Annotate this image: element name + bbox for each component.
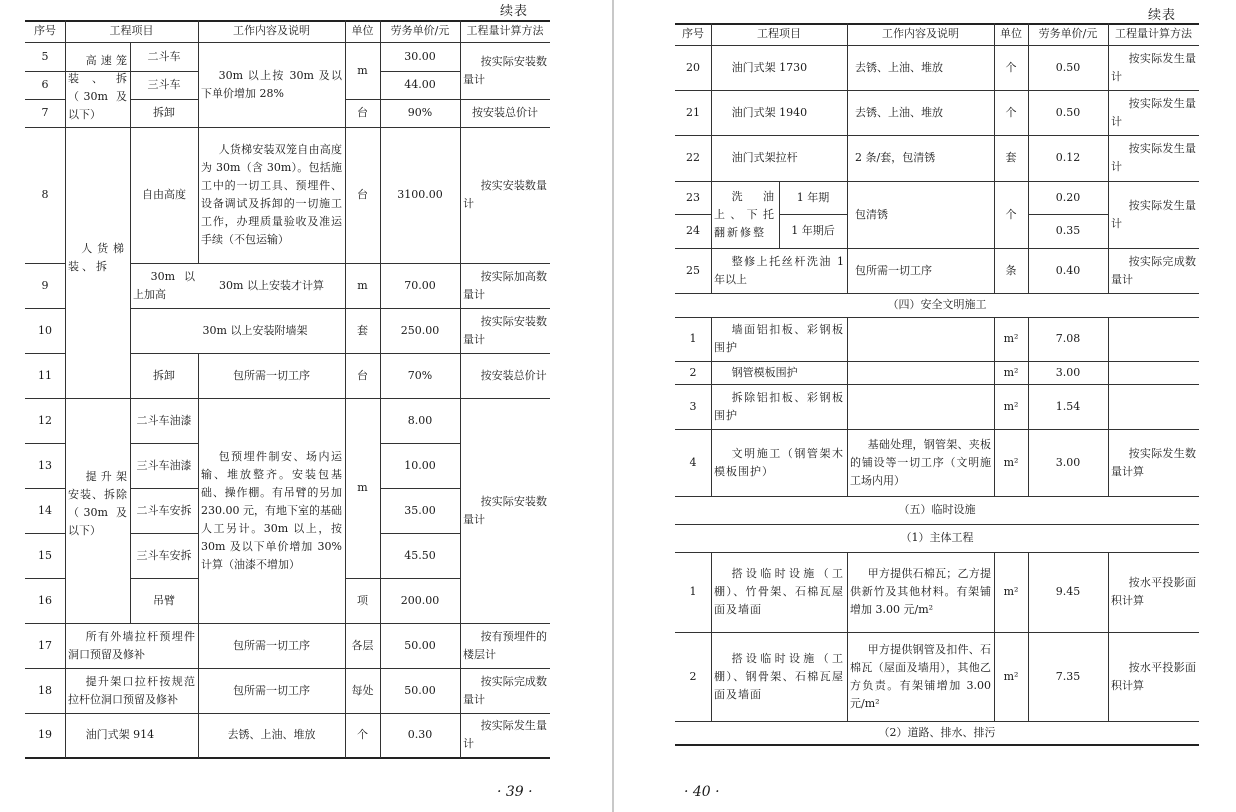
item-cell: 吊臂 [153,593,175,607]
section-heading: （四）安全文明施工 [887,298,987,311]
group-label: 洗油上、下托翻新修整 [714,189,776,239]
row-no: 1 [689,332,697,345]
price-cell: 7.08 [1055,332,1081,345]
content-cell: 包清锈 [855,207,888,221]
method-cell: 按实际发生量计 [463,719,547,750]
price-cell: 0.50 [1055,105,1081,119]
header-no: 序号 [682,27,704,40]
item-cell: 油门式架 1940 [731,105,808,119]
row-no: 23 [686,190,700,204]
method-cell: 按实际发生量计 [1111,198,1196,230]
content-cell: 30m 以上按 30m 及以下单价增加 28% [201,68,342,100]
row-no: 22 [686,151,700,164]
subsection-heading: （1）主体工程 [900,531,974,544]
continued-label: 续表 [500,4,529,19]
row-no: 16 [38,593,52,607]
unit-cell: 个 [357,728,368,741]
price-cell: 44.00 [404,78,436,91]
header-content: 工作内容及说明 [233,24,310,37]
item-cell: 拆除铝扣板、彩钢板围护 [714,390,844,422]
item-cell: 30m 以上安装附墙架 [202,323,308,337]
subsection-heading: （2）道路、排水、排污 [878,725,996,739]
price-cell: 9.45 [1055,585,1081,598]
price-cell: 3.00 [1055,365,1081,379]
row-no: 18 [38,683,52,697]
row-no: 2 [689,669,697,683]
content-cell: 甲方提供石棉瓦；乙方提供新竹及其他材料。有架铺增加 3.00 元/m² [850,567,991,616]
row-no: 13 [38,458,52,472]
item-cell: 自由高度 [142,188,186,201]
price-cell: 0.40 [1055,263,1081,277]
item-cell: 三斗车油漆 [136,458,192,472]
price-cell: 35.00 [404,503,436,517]
content-cell: 去锈、上油、堆放 [227,728,316,741]
method-cell: 按实际安装数量计 [463,314,547,346]
price-cell: 3100.00 [397,188,443,201]
item-cell: 油门式架 1730 [731,60,808,74]
header-item: 工程项目 [109,24,154,37]
method-cell: 按安装总价计 [480,368,547,382]
price-cell: 0.30 [407,728,433,741]
price-cell: 70% [407,368,433,382]
item-cell: 所有外墙拉杆预埋件洞口预留及修补 [68,629,195,661]
unit-cell: m² [1003,365,1019,379]
unit-cell: m² [1003,585,1019,598]
price-cell: 0.50 [1055,60,1081,74]
item-cell: 拆卸 [153,368,175,382]
row-no: 8 [41,188,49,201]
row-no: 19 [38,728,52,741]
row-no: 10 [38,323,52,337]
item-cell: 油门式架 914 [85,728,155,741]
header-item: 工程项目 [757,27,801,40]
section-heading: （五）临时设施 [898,503,976,516]
unit-cell: 台 [357,106,368,119]
item-cell: 1 年期 [796,190,830,204]
item-cell: 三斗车安拆 [136,548,192,562]
item-cell: 钢管模板围护 [731,365,798,379]
price-cell: 1.54 [1055,399,1081,413]
unit-cell: m [357,63,368,77]
unit-cell: 每处 [351,683,374,697]
row-no: 12 [38,413,52,427]
row-no: 24 [686,224,700,237]
content-cell: 包所需一切工序 [855,263,932,277]
unit-cell: 套 [357,323,368,337]
labor-price-table-right [614,0,1236,812]
price-cell: 0.35 [1055,224,1081,237]
content-cell: 基础处理，钢管架、夹板的铺设等一切工序（文明施工场内用） [850,437,991,487]
content-cell: 去锈、上油、堆放 [855,105,943,119]
content-cell: 30m 以上安装才计算 [219,278,324,292]
row-no: 3 [689,399,697,413]
unit-cell: m² [1003,455,1019,469]
price-cell: 250.00 [400,323,440,337]
group-label: 高速笼装、拆（30m 及以下） [68,54,127,121]
method-cell: 按实际发生数量计算 [1111,446,1196,478]
unit-cell: m² [1003,332,1019,345]
price-cell: 0.12 [1055,151,1081,164]
unit-cell: m [357,481,368,494]
group-label: 提升架安装、拆除（30m 及以下） [68,470,127,537]
price-cell: 90% [407,106,433,119]
header-price: 劳务单价/元 [1038,27,1098,40]
right-page [614,0,1236,812]
header-no: 序号 [34,24,56,37]
method-cell: 按有预埋件的楼层计 [463,629,547,661]
price-cell: 10.00 [404,458,436,472]
unit-cell: 台 [357,368,368,382]
header-price: 劳务单价/元 [390,24,450,37]
item-cell: 三斗车 [147,78,181,91]
row-no: 15 [38,548,52,562]
method-cell: 按实安装数量计 [463,179,547,210]
page-number: · 40 · [684,784,720,800]
method-cell: 按实际发生量计 [1111,51,1196,83]
item-cell: 油门式架拉杆 [731,151,798,164]
row-no: 7 [41,106,49,119]
price-cell: 0.20 [1055,190,1081,204]
row-no: 6 [41,78,49,91]
unit-cell: m² [1003,399,1019,413]
method-cell: 按实际发生量计 [1111,142,1196,173]
header-content: 工作内容及说明 [882,27,959,40]
row-no: 20 [686,60,700,74]
header-unit: 单位 [351,24,374,37]
group-label: 人货梯装、拆 [68,242,127,273]
unit-cell: 个 [1005,105,1017,119]
price-cell: 50.00 [404,638,436,652]
row-no: 1 [689,585,697,598]
content-cell: 包所需一切工序 [233,368,310,382]
item-cell: 提升架口拉杆按规范拉杆位洞口预留及修补 [68,674,195,706]
row-no: 5 [41,49,49,63]
unit-cell: 台 [357,188,368,201]
method-cell: 按实际发生量计 [1111,96,1196,128]
page-number: · 39 · [497,784,533,800]
content-cell: 甲方提供钢管及扣件、石棉瓦（屋面及墙用），其他乙方负责。有架铺增加 3.00 元/m² [850,642,991,710]
row-no: 9 [41,278,49,292]
item-cell: 二斗车 [147,49,181,63]
unit-cell: 项 [357,593,368,607]
price-cell: 45.50 [404,548,436,562]
item-cell: 拆卸 [153,106,175,119]
item-cell: 二斗车安拆 [136,503,192,517]
method-cell: 按实际完成数量计 [1111,254,1196,286]
row-no: 4 [689,455,697,469]
unit-cell: m [357,278,368,292]
price-cell: 50.00 [404,683,436,697]
content-cell: 人货梯安装双笼自由高度为 30m（含 30m）。包括施工中的一切工具、预埋件、设备调试及拆卸的一切施工工作，办理质量验收及准运手续（不包运输） [201,143,342,246]
header-method: 工程量计算方法 [466,24,544,37]
unit-cell: m² [1003,669,1019,683]
price-cell: 7.35 [1055,669,1081,683]
method-cell: 按实际安装数量计 [463,54,547,86]
labor-price-table-left [0,0,612,812]
row-no: 11 [38,368,52,382]
row-no: 14 [38,503,52,517]
unit-cell: 个 [1005,207,1017,221]
item-cell: 二斗车油漆 [136,413,192,427]
method-cell: 按水平投影面积计算 [1111,576,1196,607]
content-cell: 包所需一切工序 [233,683,310,697]
method-cell: 按实际安装数量计 [463,494,547,526]
method-cell: 按实际完成数量计 [463,674,547,706]
price-cell: 30.00 [404,49,436,63]
content-cell: 包所需一切工序 [233,638,310,652]
method-cell: 按安装总价计 [472,106,538,119]
item-cell: 30m 以上加高 [133,269,195,301]
content-cell: 2 条/套，包清锈 [855,151,936,164]
method-cell: 按实际加高数量计 [463,269,547,301]
unit-cell: 条 [1005,263,1017,277]
item-cell: 墙面铝扣板、彩钢板围护 [714,323,844,354]
method-cell: 按水平投影面积计算 [1111,660,1196,692]
price-cell: 70.00 [404,278,436,292]
item-cell: 1 年期后 [791,224,835,237]
left-page [0,0,612,812]
content-cell: 包预埋件制安、场内运输、堆放整齐。安装包基础、操作棚。有吊臂的另加 230.00 元，有地下室的基础人工另计。30m 以上，按 30m 及以下单价增加 30% 计算（油漆不增加） [201,449,342,571]
unit-cell: 套 [1005,151,1017,164]
continued-label: 续表 [1148,8,1177,23]
price-cell: 3.00 [1055,455,1081,469]
header-unit: 单位 [1000,27,1022,40]
row-no: 25 [686,263,700,277]
unit-cell: 个 [1005,60,1017,74]
price-cell: 200.00 [400,593,440,607]
row-no: 2 [689,365,697,379]
item-cell: 文明施工（钢管架木模板围护） [714,446,844,478]
item-cell: 搭设临时设施（工棚）、竹骨架、石棉瓦屋面及墙面 [714,567,844,616]
unit-cell: 各层 [351,638,374,652]
row-no: 21 [686,105,700,119]
price-cell: 8.00 [407,413,433,427]
row-no: 17 [38,638,52,652]
item-cell: 整修上托丝杆洗油 1 年以上 [714,254,844,286]
header-method: 工程量计算方法 [1115,27,1192,40]
item-cell: 搭设临时设施（工棚）、钢骨架、石棉瓦屋面及墙面 [714,651,844,701]
content-cell: 去锈、上油、堆放 [855,60,943,74]
